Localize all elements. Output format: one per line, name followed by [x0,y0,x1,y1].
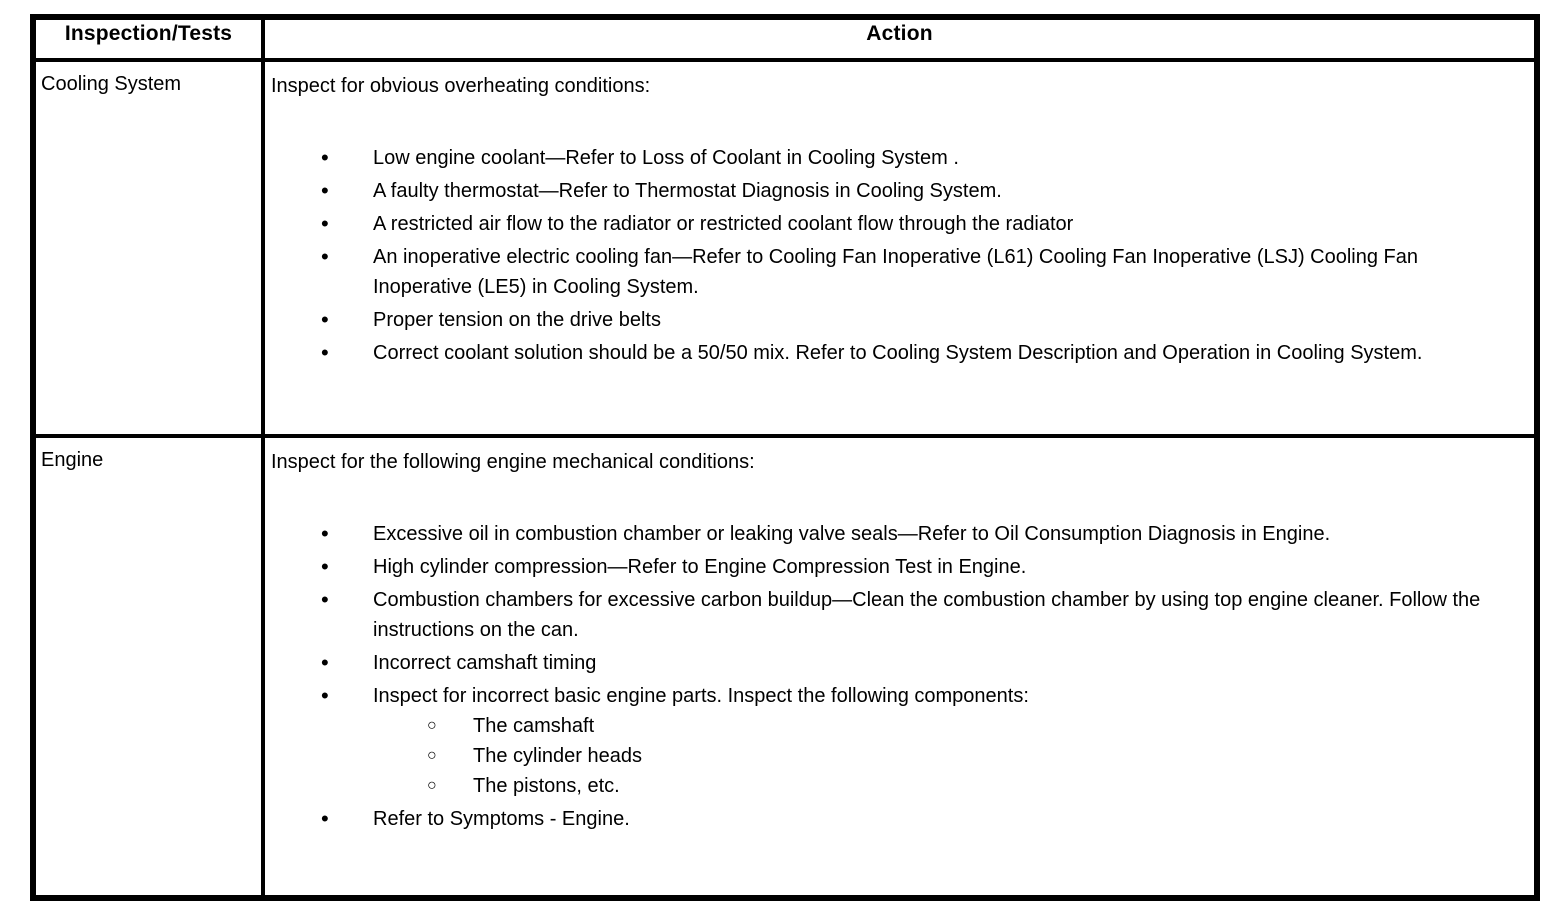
list-item [271,648,1505,678]
sub-bullet-text: The camshaft [473,715,595,737]
bullet-icon: • [321,178,329,203]
list-item [271,804,1505,834]
sub-bullet-text: The pistons, etc. [473,775,620,797]
table-header-row [33,17,1537,60]
list-item [271,176,1505,206]
bullet-text: A faulty thermostat—Refer to Thermostat Diagnosis in Cooling System. [373,180,1002,202]
sub-list-item [373,741,1505,771]
table-row-cooling-system [33,60,1537,436]
bullet-text: Correct coolant solution should be a 50/50 mix. Refer to Cooling System Description and Operation in Cooling System. [373,342,1423,364]
engine-intro-text: Inspect for the following engine mechanical conditions: [271,451,755,473]
bullet-icon: • [321,806,329,831]
bullet-text: An inoperative electric cooling fan—Refer to Cooling Fan Inoperative (L61) Cooling Fan Inoperative (LSJ) Cooling Fan Inoperative (LE5) in Cooling System. [373,246,1419,298]
cooling-bullet-list [271,143,1505,368]
list-item [271,552,1505,582]
engine-components-sublist [373,711,1505,801]
bullet-text: Excessive oil in combustion chamber or leaking valve seals—Refer to Oil Consumption Diagnosis in Engine. [373,523,1331,545]
bullet-text: A restricted air flow to the radiator or restricted coolant flow through the radiator [373,213,1074,235]
bullet-text: Incorrect camshaft timing [373,652,597,674]
row-action-cooling-system [263,60,1537,436]
bullet-text: Low engine coolant—Refer to Loss of Coolant in Cooling System . [373,147,959,169]
bullet-text: Proper tension on the drive belts [373,309,661,331]
bullet-icon: • [321,307,329,332]
row-title-cooling-system: Cooling System [33,60,263,436]
list-item [271,209,1505,239]
cooling-intro-text: Inspect for obvious overheating conditions: [271,75,651,97]
circle-bullet-icon: ○ [427,747,437,764]
bullet-text: Inspect for incorrect basic engine parts. Inspect the following components: [373,685,1029,707]
table-row-engine [33,436,1537,898]
bullet-text: Refer to Symptoms - Engine. [373,808,630,830]
engine-bullet-list [271,519,1505,834]
row-title-engine: Engine [33,436,263,898]
row-action-engine [263,436,1537,898]
bullet-icon: • [321,587,329,612]
bullet-icon: • [321,683,329,708]
header-inspection-tests: Inspection/Tests [33,17,263,60]
diagnostic-table [30,14,1540,901]
circle-bullet-icon: ○ [427,777,437,794]
list-item [271,305,1505,335]
bullet-text: Combustion chambers for excessive carbon buildup—Clean the combustion chamber by using top engine cleaner. Follow the instructions on the can. [373,589,1481,641]
list-item [271,338,1505,368]
sub-list-item [373,711,1505,741]
bullet-icon: • [321,244,329,269]
bullet-icon: • [321,554,329,579]
bullet-text: High cylinder compression—Refer to Engine Compression Test in Engine. [373,556,1027,578]
list-item [271,585,1505,645]
bullet-icon: • [321,340,329,365]
list-item [271,242,1505,302]
header-action: Action [263,17,1537,60]
list-item [271,519,1505,549]
sub-list-item [373,771,1505,801]
bullet-icon: • [321,211,329,236]
bullet-icon: • [321,650,329,675]
list-item [271,143,1505,173]
bullet-icon: • [321,145,329,170]
bullet-icon: • [321,521,329,546]
list-item [271,681,1505,801]
circle-bullet-icon: ○ [427,717,437,734]
sub-bullet-text: The cylinder heads [473,745,642,767]
